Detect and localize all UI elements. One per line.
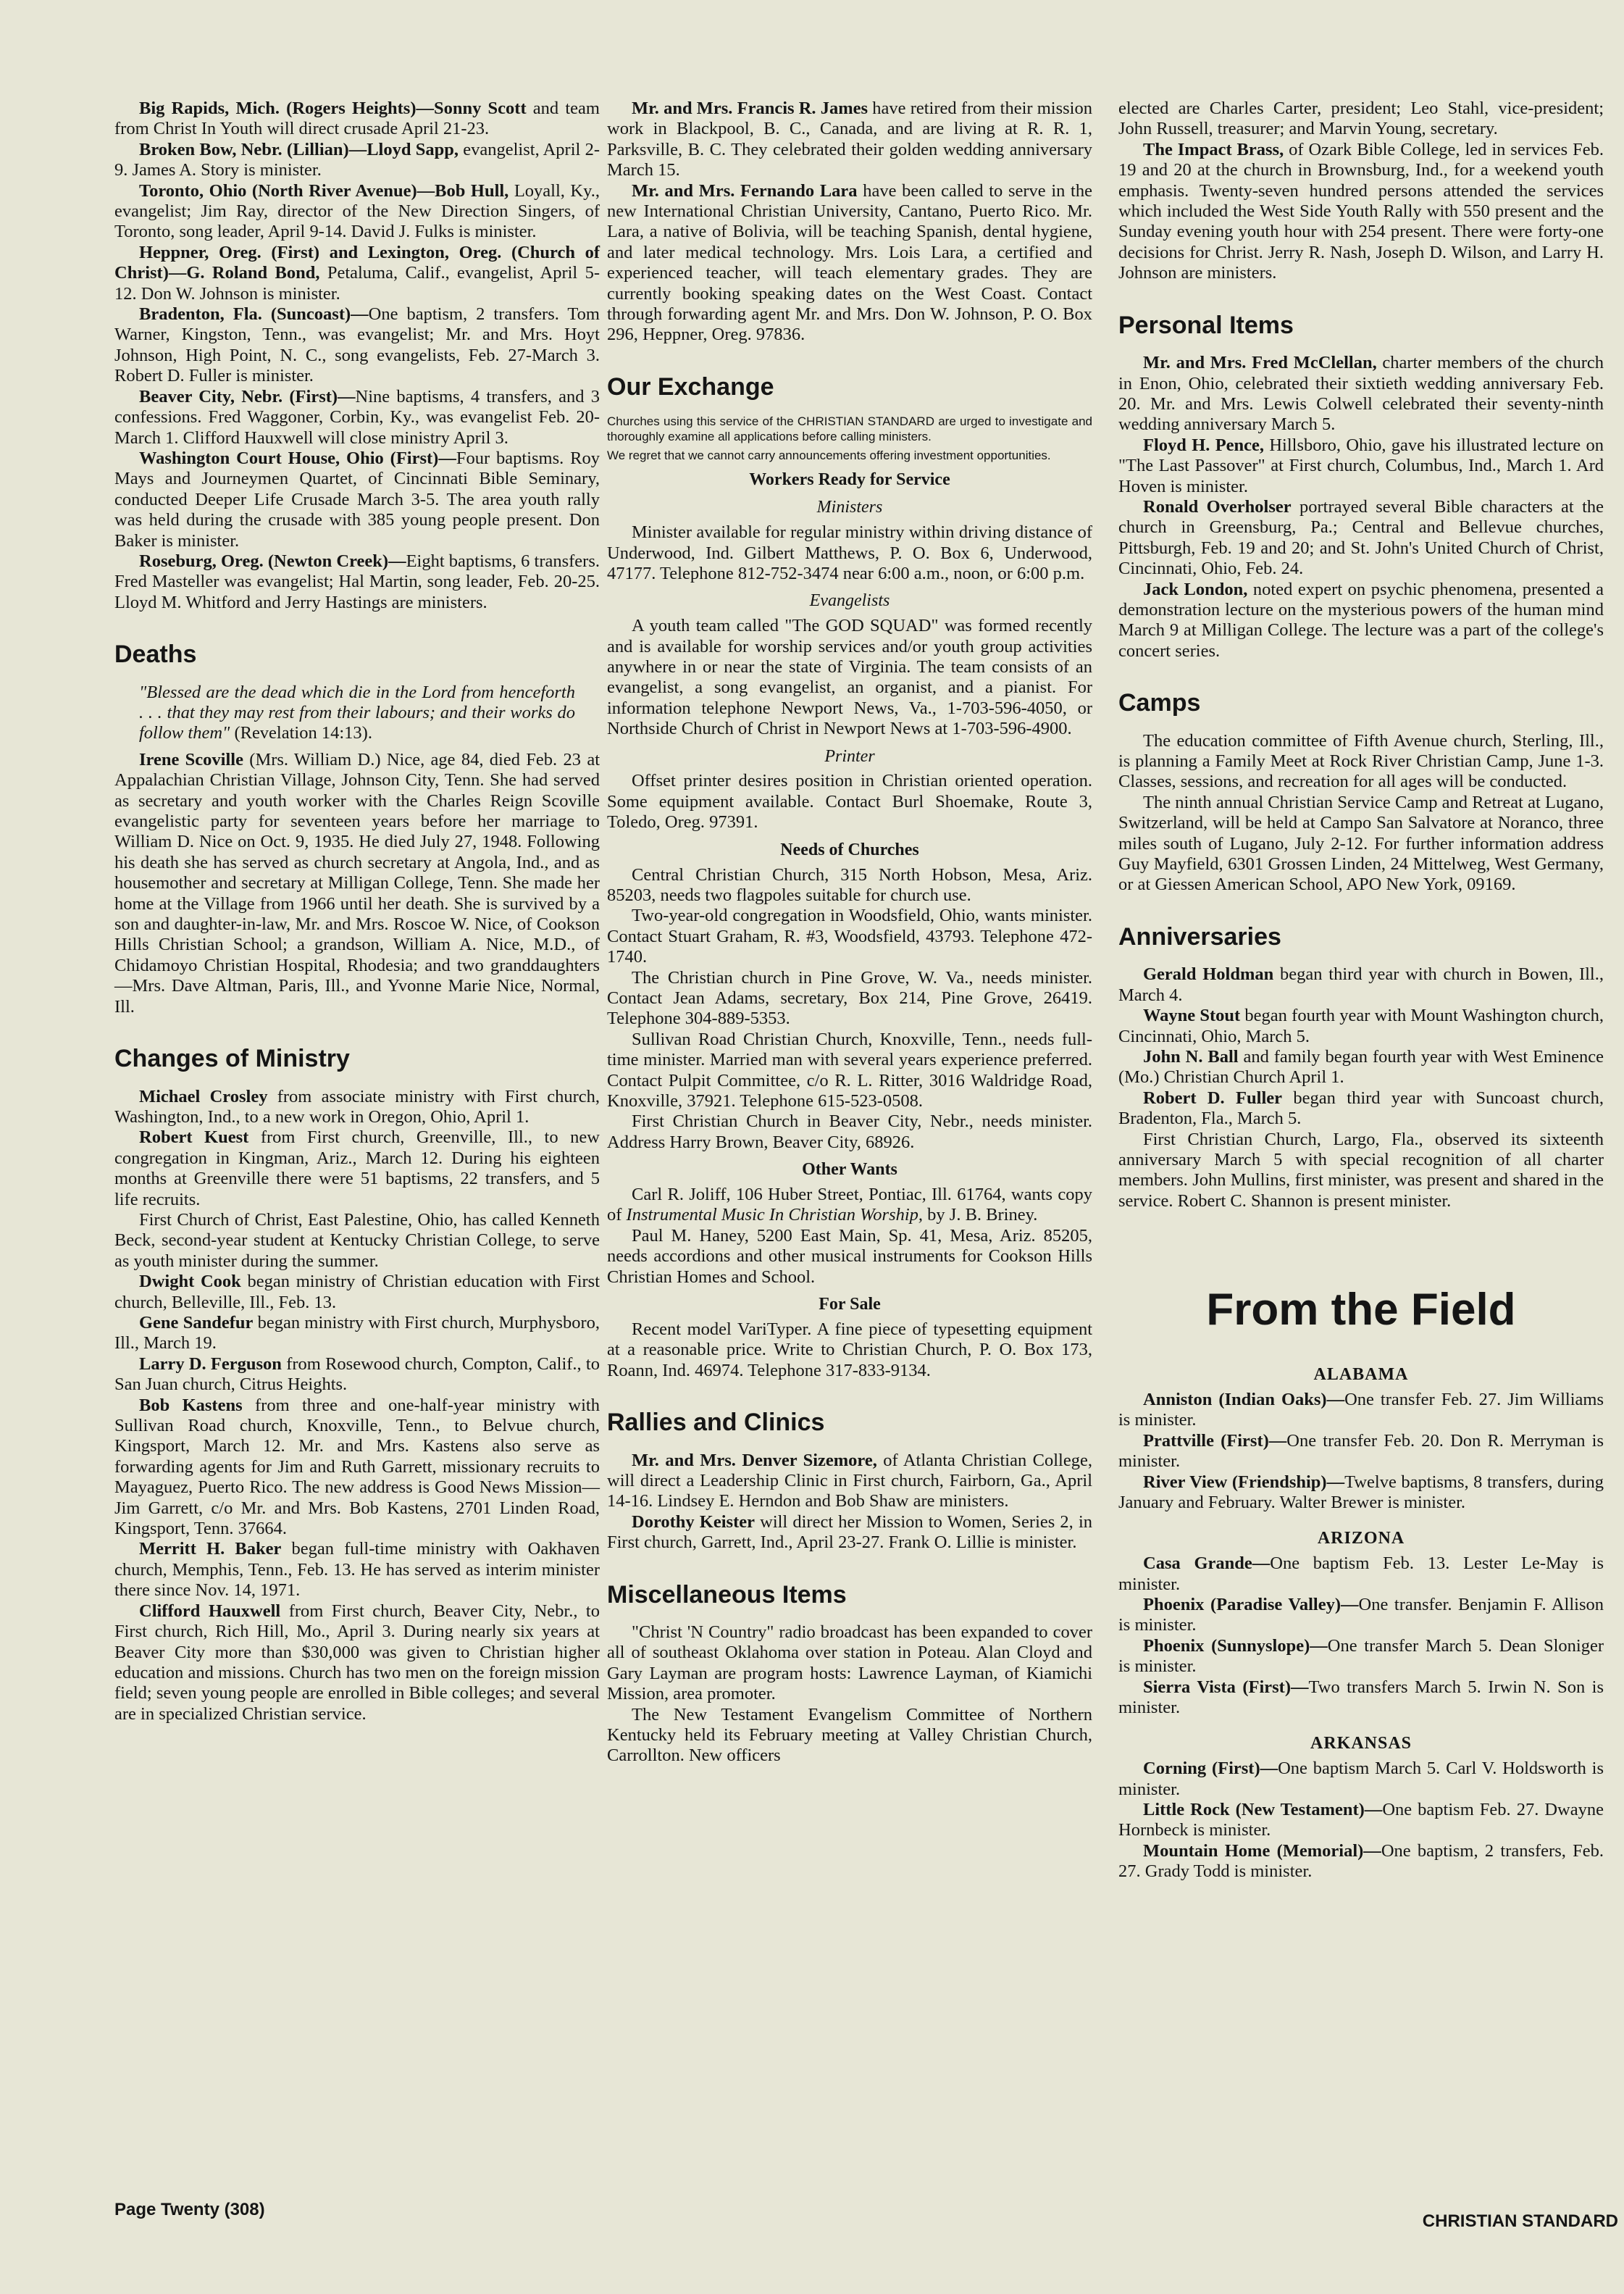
field-item: Little Rock (New Testament)—One baptism Feb. 27. Dwayne Hornbeck is minister.: [1118, 1800, 1604, 1840]
page-number: Page Twenty (308): [114, 2200, 265, 2219]
change-item: Clifford Hauxwell from First church, Beaver City, Nebr., to First church, Rich Hill, Mo., April 3. During nearly six years at Beaver City more than $30,000 was given to Christian higher education and missions. Church has two men on the foreign mission field; seven young people are enrolled in Bible colleges; and several are in specialized Christian service.: [114, 1601, 600, 1724]
workers-heading: Workers Ready for Service: [749, 470, 950, 490]
needs-heading: Needs of Churches: [780, 840, 919, 859]
anniversary-item: John N. Ball and family began fourth year with West Eminence (Mo.) Christian Church April 1.: [1118, 1046, 1604, 1088]
field-reports: [114, 99, 600, 613]
ministers-item: Minister available for regular ministry within driving distance of Underwood, Ind. Gilbert Matthews, P. O. Box 6, Underwood, 47177. Telephone 812-752-3474 near 6:00 a.m., noon, or 6:00 p.m.: [607, 522, 1092, 583]
field-item: Casa Grande—One baptism Feb. 13. Lester Le-May is minister.: [1118, 1553, 1604, 1594]
from-the-field-title: From the Field: [1206, 1285, 1516, 1335]
column-3: [1118, 99, 1604, 1882]
report-item: Heppner, Oreg. (First) and Lexington, Oreg. (Church of Christ)—G. Roland Bond, Petaluma, Calif., evangelist, April 5-12. Don W. Johnson is minister.: [114, 242, 600, 304]
changes-list: [114, 1087, 600, 1725]
change-item: Robert Kuest from First church, Greenville, Ill., to new congregation in Kingman, Ariz., March 12. During his eighteen months at Greenville there were 51 baptisms, 22 transfers, and 5 life recruits.: [114, 1127, 600, 1209]
field-item: River View (Friendship)—Twelve baptisms, 8 transfers, during January and February. Walter Brewer is minister.: [1118, 1472, 1604, 1512]
misc-heading: Miscellaneous Items: [607, 1580, 847, 1609]
personal-heading: Personal Items: [1118, 311, 1294, 339]
evangelists-subheading: Evangelists: [809, 591, 890, 611]
personal-item: Floyd H. Pence, Hillsboro, Ohio, gave his illustrated lecture on "The Last Passover" at First church, Columbus, Ind., March 1. Ard Hoven is minister.: [1118, 435, 1604, 496]
printer-item: Offset printer desires position in Christian oriented operation. Some equipment available. Contact Burl Shoemake, Route 3, Toledo, Oreg. 97391.: [607, 771, 1092, 833]
other-wants-heading: Other Wants: [802, 1160, 897, 1180]
field-item: Phoenix (Paradise Valley)—One transfer. Benjamin F. Allison is minister.: [1118, 1595, 1604, 1635]
field-item: Anniston (Indian Oaks)—One transfer Feb. 27. Jim Williams is minister.: [1118, 1389, 1604, 1430]
needs-item: First Christian Church in Beaver City, Nebr., needs minister. Address Harry Brown, Beaver City, 68926.: [607, 1111, 1092, 1152]
personal-item: Ronald Overholser portrayed several Bible characters at the church in Greensburg, Pa.; Central and Bellevue churches, Pittsburgh, Feb. 19 and 20; and St. John's United Church of Christ, Cincinnati, Ohio, Feb. 24.: [1118, 496, 1604, 579]
state-heading: ARIZONA: [1317, 1529, 1405, 1548]
needs-item: Sullivan Road Christian Church, Knoxville, Tenn., needs full-time minister. Married man with several years experience preferred. Contact Pulpit Committee, c/o R. L. Ritter, 3016 Waldridge Road, Knoxville, 37921. Telephone 615-523-0508.: [607, 1029, 1092, 1111]
column-1: [114, 99, 600, 1724]
deaths-quote: "Blessed are the dead which die in the Lord from henceforth . . . that they may rest from their labours; and their works do follow them" (Revelation 14:13).: [139, 682, 575, 743]
for-sale-heading: For Sale: [819, 1295, 881, 1314]
anniversary-item: Wayne Stout began fourth year with Mount Washington church, Cincinnati, Ohio, March 5.: [1118, 1006, 1604, 1046]
exchange-heading: Our Exchange: [607, 372, 774, 401]
field-item: Sierra Vista (First)—Two transfers March 5. Irwin N. Son is minister.: [1118, 1677, 1604, 1718]
anniversary-item: First Christian Church, Largo, Fla., observed its sixteenth anniversary March 5 with special recognition of all charter members. John Mullins, first minister, was present and shared in the service. Robert C. Shannon is present minister.: [1118, 1129, 1604, 1211]
deaths-heading: Deaths: [114, 641, 197, 669]
exchange-note: Churches using this service of the CHRISTIAN STANDARD are urged to investigate and thoroughly examine all applications before calling ministers.: [607, 414, 1092, 443]
camps-item: The education committee of Fifth Avenue church, Sterling, Ill., is planning a Family Meet at Rock River Christian Camp, June 1-3. Classes, sessions, and recreation for all ages will be conducted.: [1118, 730, 1604, 792]
rallies-heading: Rallies and Clinics: [607, 1409, 825, 1437]
obituary: Irene Scoville (Mrs. William D.) Nice, age 84, died Feb. 23 at Appalachian Christian Village, Johnson City, Tenn. She had served as secretary and youth worker with the Charles Reign Scoville evangelistic party for seventeen years before her marriage to William D. Nice on Oct. 9, 1935. He died July 27, 1948. Following his death she has served as church secretary at Angola, Ind., and as housemother and secretary at Milligan College, Tenn. She made her home at the Village from 1966 until her death. She is survived by a son and daughter-in-law, Mr. and Mrs. Roscoe W. Nice, of Cookson Hills Christian School; a grandson, William A. Nice, M.D., of Chidamoyo Christian Hospital, Rhodesia; and two granddaughters—Mrs. Dave Altman, Paris, Ill., and Yvonne Marie Nice, Normal, Ill.: [114, 749, 600, 1017]
anniversary-item: Gerald Holdman began third year with church in Bowen, Ill., March 4.: [1118, 964, 1604, 1005]
other-item: Paul M. Haney, 5200 East Main, Sp. 41, Mesa, Ariz. 85205, needs accordions and other musical instruments for Cookson Hills Christian Homes and School.: [607, 1225, 1092, 1287]
change-item: Gene Sandefur began ministry with First church, Murphysboro, Ill., March 19.: [114, 1313, 600, 1354]
column-2: [607, 99, 1092, 1767]
state-heading: ARKANSAS: [1310, 1734, 1412, 1753]
anniversaries-heading: Anniversaries: [1118, 922, 1281, 951]
exchange-note: We regret that we cannot carry announcements offering investment opportunities.: [607, 449, 1051, 463]
report-item: Washington Court House, Ohio (First)—Four baptisms. Roy Mays and Journeymen Quartet, of Cincinnati Bible Seminary, conducted Deeper Life Crusade March 3-5. The area youth rally was held during the crusade with 385 young people present. Don Baker is minister.: [114, 448, 600, 551]
needs-item: Two-year-old congregation in Woodsfield, Ohio, wants minister. Contact Stuart Graham, R. #3, Woodsfield, 43793. Telephone 472-1740.: [607, 906, 1092, 967]
needs-item: The Christian church in Pine Grove, W. Va., needs minister. Contact Jean Adams, secretary, Box 214, Pine Grove, 26419. Telephone 304-889-5353.: [607, 967, 1092, 1029]
state-heading: ALABAMA: [1313, 1365, 1409, 1385]
changes-heading: Changes of Ministry: [114, 1045, 350, 1073]
personal-item: Jack London, noted expert on psychic phenomena, presented a demonstration lecture on the mysterious powers of the human mind March 9 at Milligan College. The lecture was a part of the college's concert series.: [1118, 579, 1604, 661]
impact-item: The Impact Brass, of Ozark Bible College, led in services Feb. 19 and 20 at the church in Brownsburg, Ind., for a weekend youth emphasis. Twenty-seven hundred persons attended the services which included the West Side Youth Rally with 550 present and the Sunday evening youth hour with 254 present. There were forty-one decisions for Christ. Jerry R. Nash, Joseph D. Wilson, and Larry H. Johnson are ministers.: [1118, 139, 1604, 283]
change-item: Merritt H. Baker began full-time ministry with Oakhaven church, Memphis, Tenn., Feb. 13. He has served as interim minister there since Nov. 14, 1971.: [114, 1539, 600, 1601]
change-item: Larry D. Ferguson from Rosewood church, Compton, Calif., to San Juan church, Citrus Heights.: [114, 1354, 600, 1395]
rallies-item: Dorothy Keister will direct her Mission to Women, Series 2, in First church, Garrett, Ind., April 23-27. Frank O. Lillie is minister.: [607, 1511, 1092, 1553]
change-item: Dwight Cook began ministry of Christian education with First church, Belleville, Ill., Feb. 13.: [114, 1272, 600, 1312]
report-item: Toronto, Ohio (North River Avenue)—Bob Hull, Loyall, Ky., evangelist; Jim Ray, director of the New Direction Singers, of Toronto, song leader, April 9-14. David J. Fulks is minister.: [114, 180, 600, 242]
camps-item: The ninth annual Christian Service Camp and Retreat at Lugano, Switzerland, will be held at Campo San Salvatore at Noranco, three miles south of Lugano, July 2-12. For further information address Guy Mayfield, 6301 Grossen Linden, 24 Mittelweg, West Germany, or at Giessen American School, APO New York, 09169.: [1118, 792, 1604, 895]
report-item: Beaver City, Nebr. (First)—Nine baptisms, 4 transfers, and 3 confessions. Fred Waggoner, Corbin, Ky., was evangelist Feb. 20-March 1. Clifford Hauxwell will close ministry April 3.: [114, 386, 600, 448]
personal-item: Mr. and Mrs. Fred McClellan, charter members of the church in Enon, Ohio, celebrated their sixtieth wedding anniversary Feb. 20. Mr. and Mrs. Lewis Colwell celebrated their seventy-ninth wedding anniversary March 5.: [1118, 353, 1604, 435]
other-item: Carl R. Joliff, 106 Huber Street, Pontiac, Ill. 61764, wants copy of Instrumental Music In Christian Worship, by J. B. Briney.: [607, 1185, 1092, 1225]
misc-item: "Christ 'N Country" radio broadcast has been expanded to cover all of southeast Oklahoma over station in Poteau. Alan Cloyd and Gary Layman are program hosts: Lawrence Layman, of Kiamichi Mission, area promoter.: [607, 1622, 1092, 1704]
misc-continued: elected are Charles Carter, president; Leo Stahl, vice-president; John Russell, treasurer; and Marvin Young, secretary.: [1118, 99, 1604, 139]
sale-item: Recent model VariTyper. A fine piece of typesetting equipment at a reasonable price. Write to Christian Church, P. O. Box 173, Roann, Ind. 46974. Telephone 317-833-9134.: [607, 1319, 1092, 1380]
anniversary-item: Robert D. Fuller began third year with Suncoast church, Bradenton, Fla., March 5.: [1118, 1088, 1604, 1129]
report-item: Bradenton, Fla. (Suncoast)—One baptism, 2 transfers. Tom Warner, Kingston, Tenn., was evangelist; Mr. and Mrs. Hoyt Johnson, High Point, N. C., song evangelists, Feb. 27-March 3. Robert D. Fuller is minister.: [114, 304, 600, 386]
field-item: Prattville (First)—One transfer Feb. 20. Don R. Merryman is minister.: [1118, 1430, 1604, 1472]
change-item: Michael Crosley from associate ministry with First church, Washington, Ind., to a new work in Oregon, Ohio, April 1.: [114, 1086, 600, 1127]
evangelists-item: A youth team called "The GOD SQUAD" was formed recently and is available for worship services and/or youth group activities anywhere in or near the state of Virginia. The team consists of an evangelist, a song evangelist, an organist, and a pianist. For information telephone Newport News, Va., 1-703-596-4050, or Northside Church of Christ in Newport News at 1-703-596-4900.: [607, 616, 1092, 739]
camps-heading: Camps: [1118, 689, 1201, 717]
change-item: First Church of Christ, East Palestine, Ohio, has called Kenneth Beck, second-year student at Kentucky Christian College, to serve as youth minister during the summer.: [114, 1209, 600, 1271]
field-item: Mountain Home (Memorial)—One baptism, 2 transfers, Feb. 27. Grady Todd is minister.: [1118, 1840, 1604, 1882]
misc-item: The New Testament Evangelism Committee of Northern Kentucky held its February meeting at Valley Christian Church, Carrollton. New officers: [607, 1704, 1092, 1766]
report-item: Big Rapids, Mich. (Rogers Heights)—Sonny Scott and team from Christ In Youth will direct crusade April 21-23.: [114, 99, 600, 139]
lara-item: Mr. and Mrs. Fernando Lara have been called to serve in the new International Christian University, Cantano, Puerto Rico. Mr. Lara, a native of Bolivia, will be teaching Spanish, dental hygiene, and later medical technology. Mrs. Lois Lara, a certified and experienced teacher, will teach elementary grades. They are currently booking speaking dates on the West Coast. Contact through forwarding agent Mr. and Mrs. Don W. Johnson, P. O. Box 296, Heppner, Oreg. 97836.: [607, 180, 1092, 345]
rallies-item: Mr. and Mrs. Denver Sizemore, of Atlanta Christian College, will direct a Leadership Clinic in First church, Fairborn, Ga., April 14-16. Lindsey E. Herndon and Bob Shaw are ministers.: [607, 1450, 1092, 1511]
printer-subheading: Printer: [824, 746, 875, 766]
report-item: Broken Bow, Nebr. (Lillian)—Lloyd Sapp, evangelist, April 2-9. James A. Story is minister.: [114, 139, 600, 180]
magazine-name: CHRISTIAN STANDARD: [1422, 2211, 1618, 2231]
field-item: Phoenix (Sunnyslope)—One transfer March 5. Dean Sloniger is minister.: [1118, 1635, 1604, 1677]
report-item: Roseburg, Oreg. (Newton Creek)—Eight baptisms, 6 transfers. Fred Masteller was evangelist; Hal Martin, song leader, Feb. 20-25. Lloyd M. Whitford and Jerry Hastings are ministers.: [114, 551, 600, 612]
needs-item: Central Christian Church, 315 North Hobson, Mesa, Ariz. 85203, needs two flagpoles suitable for church use.: [607, 864, 1092, 905]
ministers-subheading: Ministers: [816, 498, 883, 517]
change-item: Bob Kastens from three and one-half-year ministry with Sullivan Road church, Knoxville, Tenn., to Belvue church, Kingsport, March 12. Mr. and Mrs. Kastens also serve as forwarding agents for Jim and Ruth Garrett, missionary recruits to Mayaguez, Puerto Rico. The new address is Good News Mission—Jim Garrett, c/o Mr. and Mrs. Bob Kastens, 2701 Linden Road, Kingsport, Tenn. 37664.: [114, 1395, 600, 1539]
field-item: Corning (First)—One baptism March 5. Carl V. Holdsworth is minister.: [1118, 1759, 1604, 1799]
james-item: Mr. and Mrs. Francis R. James have retired from their mission work in Blackpool, B. C., Canada, and are living at R. R. 1, Parksville, B. C. They celebrated their golden wedding anniversary March 15.: [607, 99, 1092, 180]
